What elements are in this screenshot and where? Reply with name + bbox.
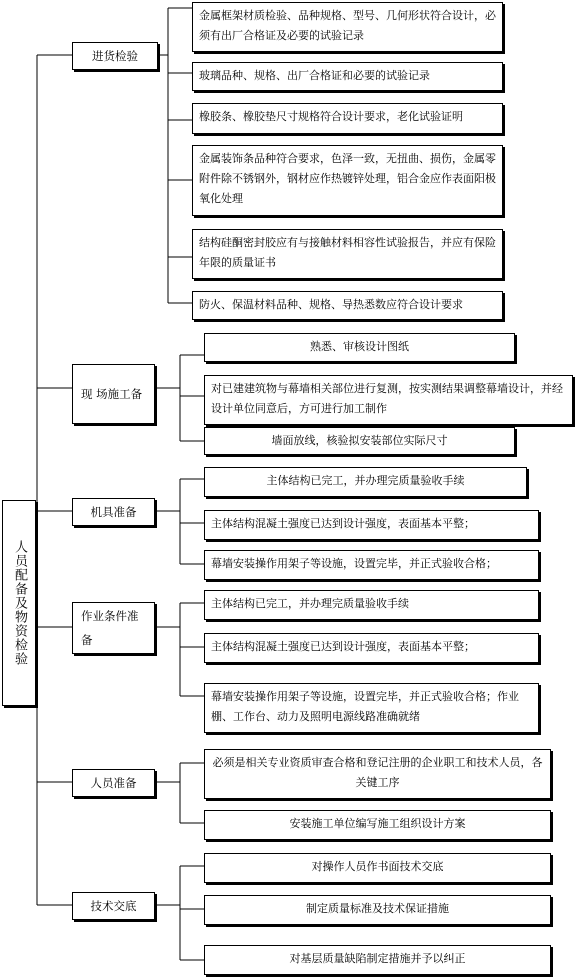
equipment-item-2 [204, 510, 539, 540]
category-label: 人员准备 [90, 776, 137, 790]
briefing-item-1 [204, 853, 551, 883]
item-text: 幕墙安装操作用架子等设施，设置完毕，并正式验收合格； [211, 557, 497, 570]
item-text: 防火、保温材料品种、规格、导热悉数应符合设计要求 [199, 298, 463, 311]
category-site-construction-prep [72, 364, 155, 424]
site-item-1 [204, 333, 515, 362]
briefing-item-2 [204, 895, 551, 925]
item-text: 金属装饰条品种符合要求，色泽一致，无扭曲、损伤，金属零附件除不锈钢外，钢材应作热镀锌处理，铝合金应作表面阳极氧化处理 [199, 152, 496, 205]
item-text: 对已建建筑物与幕墙相关部位进行复测，按实测结果调整幕墙设计，并经设计单位同意后，方可进行加工制作 [211, 382, 563, 415]
item-text: 必须是相关专业资质审查合格和登记注册的企业职工和技术人员，各关键工序 [212, 756, 543, 789]
incoming-item-2 [192, 62, 503, 91]
category-label: 进货检验 [92, 49, 138, 63]
category-label: 机具准备 [90, 505, 137, 519]
item-text: 玻璃品种、规格、出厂合格证和必要的试验记录 [199, 69, 430, 82]
briefing-item-3 [204, 945, 551, 975]
item-text: 制定质量标准及技术保证措施 [306, 902, 449, 915]
item-text: 橡胶条、橡胶垫尺寸规格符合设计要求，老化试验证明 [199, 110, 463, 123]
item-text: 对基层质量缺陷制定措施并予以纠正 [289, 952, 466, 965]
category-personnel-prep [72, 769, 155, 797]
incoming-item-6 [192, 291, 503, 320]
category-work-conditions-prep [72, 602, 155, 654]
site-item-2 [204, 375, 573, 425]
root-node [2, 500, 36, 706]
site-item-3 [204, 427, 515, 455]
item-text: 幕墙安装操作用架子等设施，设置完毕，并正式验收合格；作业棚、工作台、动力及照明电源线路准确就绪 [211, 690, 519, 723]
item-text: 主体结构已完工，并办理完质量验收手续 [211, 597, 409, 610]
incoming-item-5 [192, 229, 503, 279]
item-text: 安装施工单位编写施工组织设计方案 [289, 817, 466, 830]
incoming-item-4 [192, 145, 503, 216]
root-label: 人员配备及物资检验 [12, 540, 27, 666]
category-label: 作业条件准备 [81, 609, 139, 647]
category-label: 现 场施工备 [81, 387, 143, 401]
category-incoming-inspection [72, 42, 158, 70]
personnel-item-1 [204, 749, 551, 799]
personnel-item-2 [204, 810, 551, 840]
equipment-item-1 [204, 467, 527, 497]
item-text: 主体结构已完工，并办理完质量验收手续 [266, 474, 465, 487]
incoming-item-3 [192, 103, 503, 134]
equipment-item-3 [204, 550, 539, 580]
work-conditions-item-3 [204, 683, 539, 733]
item-text: 主体结构混凝土强度已达到设计强度，表面基本平整； [211, 640, 475, 653]
incoming-item-1 [192, 2, 503, 52]
item-text: 墙面放线，核验拟安装部位实际尺寸 [271, 434, 448, 447]
category-technical-briefing [72, 892, 155, 920]
item-text: 结构硅酮密封胶应有与接触材料相容性试验报告，并应有保险年限的质量证书 [199, 236, 496, 269]
work-conditions-item-1 [204, 590, 539, 620]
item-text: 熟悉、审核设计图纸 [310, 340, 409, 353]
item-text: 对操作人员作书面技术交底 [311, 860, 444, 873]
category-label: 技术交底 [90, 899, 137, 913]
item-text: 主体结构混凝土强度已达到设计强度，表面基本平整； [211, 517, 475, 530]
category-equipment-prep [72, 498, 155, 526]
item-text: 金属框架材质检验、品种规格、型号、几何形状符合设计，必须有出厂合格证及必要的试验记录 [199, 9, 496, 42]
work-conditions-item-2 [204, 633, 539, 663]
